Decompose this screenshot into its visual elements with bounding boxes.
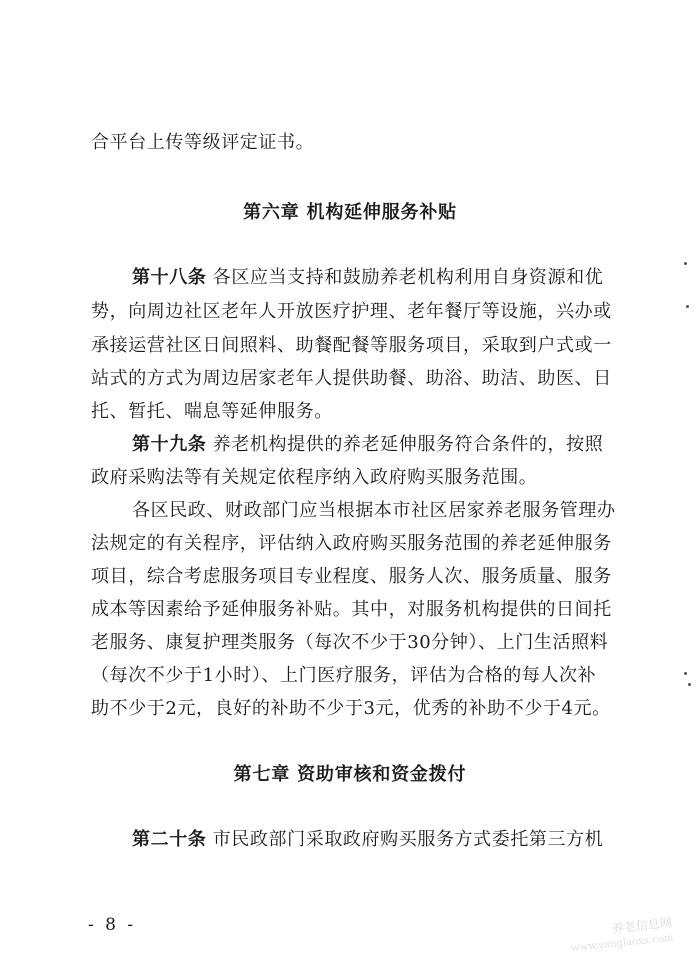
watermark-title: 养老信息网	[611, 915, 673, 936]
article-19-para2-line-1: 各区民政、财政部门应当根据本市社区居家养老服务管理办	[132, 500, 616, 521]
article-18-line-1	[132, 261, 603, 295]
article-18-line-5: 托、暂托、喘息等延伸服务。	[91, 401, 333, 422]
chapter-6-heading: 第六章 机构延伸服务补贴	[243, 202, 457, 223]
scan-mark	[684, 262, 687, 265]
article-18-line-3: 承接运营社区日间照料、助餐配餐等服务项目，采取到户式或一	[91, 335, 612, 356]
article-20-text-1: 市民政部门采取政府购买服务方式委托第三方机	[212, 829, 604, 850]
article-19-line-1	[132, 428, 603, 462]
article-18-text-1: 各区应当支持和鼓励养老机构利用自身资源和优	[212, 267, 604, 288]
article-20-line-1	[132, 823, 603, 857]
article-18-label: 第十八条	[132, 267, 207, 288]
page-number: - 8 -	[88, 915, 137, 935]
article-19-para2-line-3: 项目，综合考虑服务项目专业程度、服务人次、服务质量、服务	[91, 566, 612, 587]
article-18-line-4: 站式的方式为周边居家老年人提供助餐、助浴、助洁、助医、日	[91, 368, 612, 389]
article-19-line-2: 政府采购法等有关规定依程序纳入政府购买服务范围。	[91, 467, 538, 488]
article-19-label: 第十九条	[132, 434, 207, 455]
article-19-para2-line-4: 成本等因素给予延伸服务补贴。其中，对服务机构提供的日间托	[91, 599, 612, 620]
article-20-label: 第二十条	[132, 829, 207, 850]
article-19-para2-line-6: （每次不少于1小时）、上门医疗服务，评估为合格的每人次补	[91, 665, 597, 686]
article-19-para2-line-2: 法规定的有关程序，评估纳入政府购买服务范围的养老延伸服务	[91, 533, 612, 554]
scan-mark	[686, 305, 689, 308]
text-line-continuation: 合平台上传等级评定证书。	[91, 132, 315, 153]
article-18-line-2: 势，向周边社区老年人开放医疗护理、老年餐厅等设施，兴办或	[91, 301, 612, 322]
chapter-7-heading: 第七章 资助审核和资金拨付	[233, 764, 467, 785]
scan-mark	[684, 672, 687, 675]
watermark-url: www.yanglaoxx.com	[570, 932, 674, 955]
article-19-para2-line-5: 老服务、康复护理类服务（每次不少于30分钟）、上门生活照料	[91, 632, 609, 653]
watermark	[569, 915, 675, 958]
article-19-text-1: 养老机构提供的养老延伸服务符合条件的，按照	[212, 434, 604, 455]
scan-mark	[688, 683, 691, 686]
article-19-para2-line-7: 助不少于2元，良好的补助不少于3元，优秀的补助不少于4元。	[91, 698, 611, 719]
